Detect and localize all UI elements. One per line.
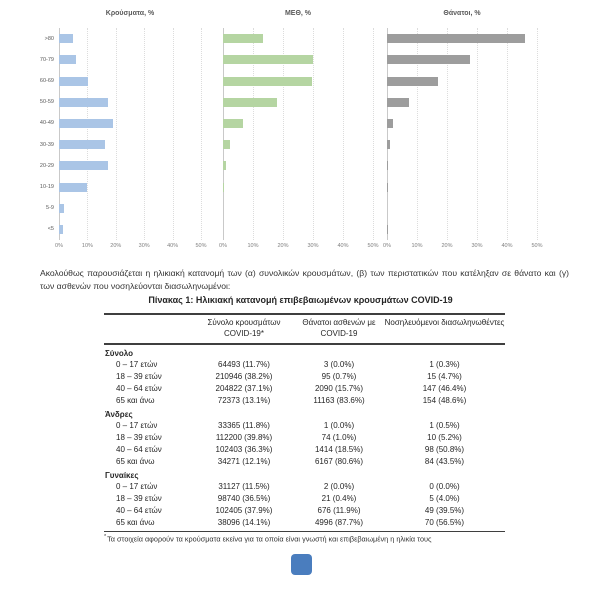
table-title: Πίνακας 1: Ηλικιακή κατανομή επιβεβαιωμένων κρουσμάτων COVID-19 [148, 295, 453, 305]
section-header: Γυναίκες [105, 470, 139, 480]
value-cell: 34271 (12.1%) [217, 456, 271, 466]
table-row [104, 456, 505, 468]
age-group-cell: 40 – 64 ετών [116, 444, 162, 454]
bar-chart-plot [219, 28, 379, 249]
bar [387, 140, 390, 149]
bar [223, 77, 312, 86]
gridline [144, 28, 145, 240]
footnote-marker: * [104, 534, 107, 541]
value-cell: 0 (0.0%) [429, 482, 460, 492]
bar [387, 161, 388, 170]
age-distribution-table [104, 313, 505, 544]
gridline [373, 28, 374, 240]
y-category-label: >80 [44, 35, 54, 42]
x-tick-label: 40% [501, 243, 513, 249]
value-cell: 33365 (11.8%) [218, 420, 270, 430]
value-cell: 154 (48.6%) [422, 395, 467, 405]
value-cell: 2 (0.0%) [323, 482, 355, 492]
age-group-cell: 0 – 17 ετών [116, 420, 158, 430]
age-group-cell: 0 – 17 ετών [116, 482, 158, 492]
bar [223, 161, 226, 170]
footnote-text: Τα στοιχεία αφορούν τα κρούσματα εκείνα για τα οποία είναι γνωστή και επιβεβαιωμένη η ηλικία τους [107, 534, 432, 544]
x-tick-label: 50% [195, 243, 207, 249]
gridline [537, 28, 538, 240]
x-tick-label: 0% [219, 243, 227, 249]
table-row [104, 383, 505, 395]
value-cell: 676 (11.9%) [317, 506, 361, 516]
bar [223, 183, 224, 192]
bar [59, 34, 73, 43]
y-category-label: 20-29 [39, 162, 54, 169]
value-cell: 72373 (13.1%) [217, 395, 271, 405]
bar [59, 55, 76, 64]
intro-paragraph: Ακολούθως παρουσιάζεται η ηλικιακή κατανομή των (α) συνολικών κρουσμάτων, (β) των περιστατικών που κατέληξαν σε θάνατο και (γ) των ασθενών που νοσηλεύονται διασωληνωμένοι: [40, 267, 569, 292]
value-cell: 3 (0.0%) [323, 359, 355, 369]
section-header: Σύνολο [105, 348, 134, 358]
table-row [104, 493, 505, 505]
x-tick-label: 10% [247, 243, 259, 249]
value-cell: 102403 (36.3%) [215, 444, 273, 454]
bar-chart-plot [383, 28, 543, 249]
gridline [116, 28, 117, 240]
y-category-label: 30-39 [39, 141, 54, 148]
value-cell: 102405 (37.9%) [215, 506, 273, 516]
bar [387, 55, 470, 64]
y-category-label: 70-79 [39, 56, 54, 63]
x-tick-label: 0% [383, 243, 391, 249]
blue-badge-icon [291, 554, 312, 575]
chart-title: Θάνατοι, % [443, 10, 481, 17]
y-category-label: 40-49 [39, 120, 54, 127]
gridline [201, 28, 202, 240]
value-cell: 4996 (87.7%) [314, 518, 364, 528]
x-tick-label: 50% [531, 243, 543, 249]
value-cell: 84 (43.5%) [424, 456, 465, 466]
y-category-label: 5-9 [46, 205, 54, 212]
value-cell: 1414 (18.5%) [314, 444, 364, 454]
x-tick-label: 30% [138, 243, 150, 249]
bar [223, 34, 263, 43]
value-cell: 11163 (83.6%) [313, 395, 365, 405]
bar [59, 140, 105, 149]
bar [59, 204, 64, 213]
value-cell: 95 (0.7%) [321, 371, 357, 381]
gridline [87, 28, 88, 240]
table-body [104, 345, 505, 533]
gridline [477, 28, 478, 240]
col-header-intubated: Νοσηλευόμενοι διασωληνωθέντες [384, 318, 505, 327]
x-tick-label: 50% [367, 243, 379, 249]
gridline [343, 28, 344, 240]
x-tick-label: 20% [110, 243, 122, 249]
age-group-cell: 65 και άνω [116, 456, 155, 466]
x-tick-label: 10% [411, 243, 423, 249]
table-row [104, 359, 505, 371]
chart-title: ΜΕΘ, % [284, 10, 312, 17]
table-row [104, 395, 505, 407]
table-footnote [104, 534, 505, 543]
bar [387, 77, 438, 86]
table-row [104, 432, 505, 444]
value-cell: 1 (0.0%) [323, 420, 355, 430]
value-cell: 70 (56.5%) [424, 518, 465, 528]
table-header-row [104, 313, 505, 345]
age-group-cell: 0 – 17 ετών [116, 359, 158, 369]
x-tick-label: 30% [307, 243, 319, 249]
x-tick-label: 20% [277, 243, 289, 249]
bar [387, 119, 393, 128]
age-group-cell: 18 – 39 ετών [116, 494, 162, 504]
section-header: Άνδρες [105, 409, 133, 419]
bar [59, 225, 63, 234]
col-header-age [104, 318, 194, 340]
value-cell: 49 (39.5%) [424, 506, 465, 516]
age-group-cell: 40 – 64 ετών [116, 383, 162, 393]
table-row [104, 481, 505, 493]
value-cell: 2090 (15.7%) [314, 383, 364, 393]
col-header-deaths: Θάνατοι ασθενών με COVID-19 [302, 318, 376, 338]
x-tick-label: 10% [81, 243, 93, 249]
value-cell: 112200 (39.8%) [215, 432, 273, 442]
bar-chart-plot [55, 28, 207, 249]
chart-title: Κρούσματα, % [105, 10, 155, 17]
value-cell: 64493 (11.7%) [218, 359, 270, 369]
value-cell: 21 (0.4%) [321, 494, 357, 504]
value-cell: 74 (1.0%) [321, 432, 357, 442]
bar [59, 98, 108, 107]
age-group-cell: 65 και άνω [116, 518, 155, 528]
charts-area [0, 0, 601, 256]
bar [387, 34, 525, 43]
bar [59, 161, 108, 170]
value-cell: 10 (5.2%) [427, 432, 462, 442]
age-group-cell: 40 – 64 ετών [116, 506, 162, 516]
x-tick-label: 20% [441, 243, 453, 249]
x-tick-label: 0% [55, 243, 63, 249]
value-cell: 6167 (80.6%) [314, 456, 364, 466]
table-row [104, 371, 505, 383]
value-cell: 5 (4.0%) [429, 494, 460, 504]
value-cell: 1 (0.5%) [429, 420, 460, 430]
bar [223, 140, 230, 149]
table-row [104, 444, 505, 456]
col-header-total-cases: Σύνολο κρουσμάτων COVID-19* [207, 318, 281, 338]
value-cell: 98740 (36.5%) [217, 494, 271, 504]
y-category-label: 50-59 [39, 99, 54, 106]
bar [59, 77, 88, 86]
bar [223, 119, 243, 128]
x-tick-label: 40% [337, 243, 349, 249]
value-cell: 15 (4.7%) [427, 371, 462, 381]
bar [223, 98, 277, 107]
x-tick-label: 30% [471, 243, 483, 249]
value-cell: 210946 (38.2%) [215, 371, 273, 381]
table-row [104, 517, 505, 529]
table-row [104, 505, 505, 517]
value-cell: 31127 (11.5%) [218, 482, 270, 492]
bar [59, 119, 113, 128]
y-category-label: 60-69 [39, 78, 54, 84]
value-cell: 147 (46.4%) [422, 383, 467, 393]
gridline [173, 28, 174, 240]
age-group-cell: 18 – 39 ετών [116, 371, 162, 381]
bar [223, 55, 313, 64]
x-tick-label: 40% [167, 243, 179, 249]
value-cell: 1 (0.3%) [429, 359, 460, 369]
value-cell: 38096 (14.1%) [217, 518, 271, 528]
bar [59, 183, 87, 192]
age-group-cell: 18 – 39 ετών [116, 432, 162, 442]
table-row [104, 420, 505, 432]
gridline [313, 28, 314, 240]
age-group-cell: 65 και άνω [116, 395, 155, 405]
y-category-label: 10-19 [39, 184, 54, 190]
gridline [507, 28, 508, 240]
value-cell: 204822 (37.1%) [215, 383, 273, 393]
bar [387, 98, 409, 107]
value-cell: 98 (50.8%) [424, 444, 465, 454]
y-category-label: <5 [47, 226, 54, 233]
